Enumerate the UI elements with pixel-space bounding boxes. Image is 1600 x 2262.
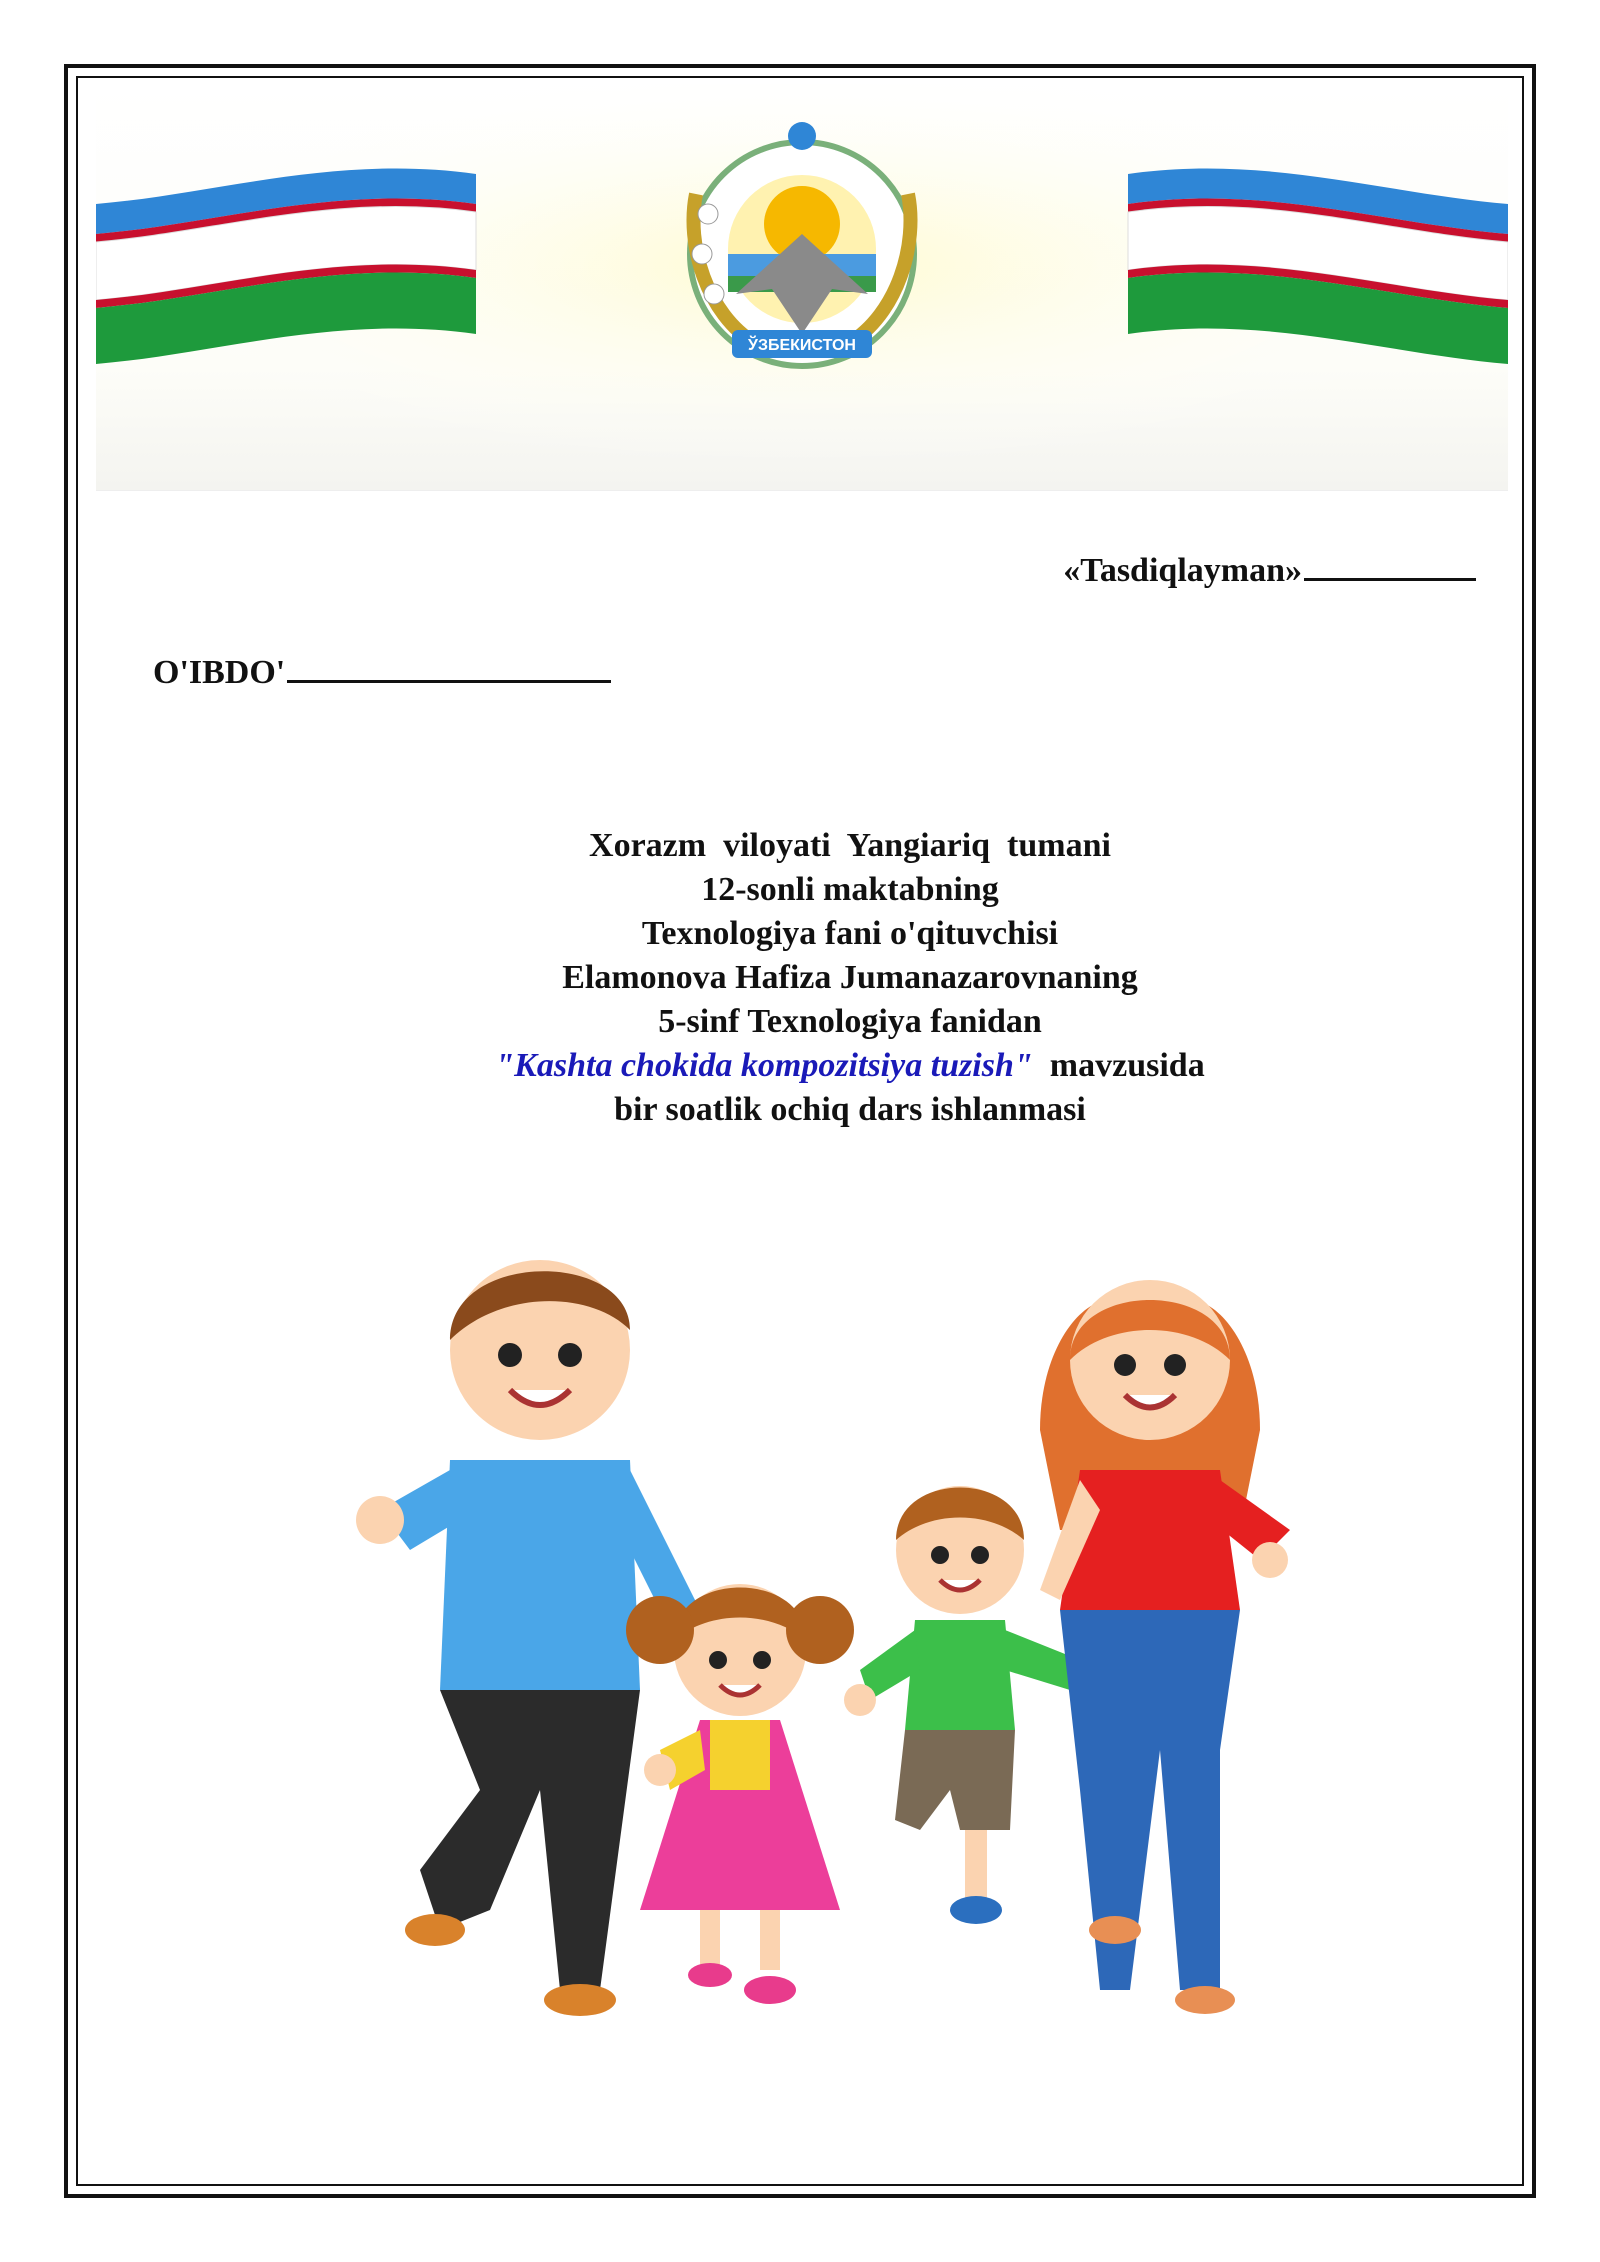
title-line-region: Xorazm viloyati Yangiariq tumani [589,827,1111,864]
title-line-position: Texnologiya fani o'qituvchisi [641,915,1059,952]
director-line [153,652,611,692]
lesson-topic: "Kashta chokida kompozitsiya tuzish" [495,1047,1033,1084]
uzbekistan-emblem-image [96,84,1508,490]
title-line-lesson-type: bir soatlik ochiq dars ishlanmasi [614,1091,1086,1128]
title-line-school: 12-sonli maktabning [701,871,999,908]
director-signature-blank [287,652,611,683]
girl-figure-icon [626,1584,854,2004]
approval-label: «Tasdiqlayman» [1063,552,1302,589]
approval-line [1063,550,1476,590]
title-line-topic [240,1044,1460,1088]
director-label: O'IBDO' [153,654,286,691]
family-illustration [340,1230,1380,2050]
flag-emblem-banner [96,84,1508,491]
topic-suffix: mavzusida [1032,1047,1205,1084]
family-cartoon-image [340,1230,1380,2050]
mother-figure-icon [1040,1280,1290,2014]
approval-signature-blank [1304,550,1476,581]
title-line-subject: 5-sinf Texnologiya fanidan [658,1003,1042,1040]
emblem-ribbon-text: ЎЗБЕКИСТОН [748,337,856,354]
title-block [240,824,1460,1132]
title-line-teacher: Elamonova Hafiza Jumanazarovnaning [562,959,1138,996]
